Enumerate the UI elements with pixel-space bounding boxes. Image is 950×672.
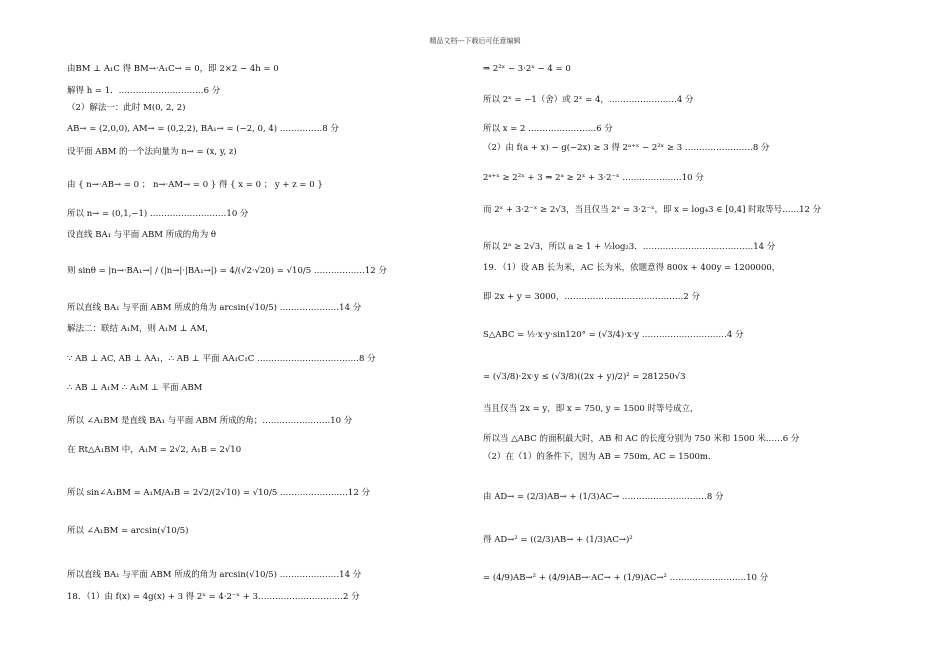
right-line-1: ⇒ 2²ˣ − 3·2ˣ − 4 = 0 [483, 64, 571, 74]
right-line-17: = (4/9)AB→² + (4/9)AB→·AC→ + (1/9)AC→² ………………………10 分 [483, 573, 769, 583]
right-line-2: 所以 2ˣ = −1（舍）或 2ˣ = 4，……………………4 分 [483, 95, 694, 105]
left-line-18: 所以直线 BA₁ 与平面 ABM 所成的角为 arcsin(√10/5) …………………14 分 [67, 570, 362, 580]
left-line-7: 所以 n→ = (0,1,−1) ………………………10 分 [67, 209, 249, 219]
left-line-17: 所以 ∠A₁BM = arcsin(√10/5) [67, 526, 189, 536]
right-line-12: 当且仅当 2x = y，即 x = 750, y = 1500 时等号成立， [483, 404, 699, 414]
right-line-11: = (√3/8)·2x·y ≤ (√3/8)((2x + y)/2)² = 281250√3 [483, 372, 686, 382]
left-line-3: （2）解法一：此时 M(0, 2, 2) [67, 103, 186, 113]
left-line-4: AB→ = (2,0,0), AM→ = (0,2,2), BA₁→ = (−2, 0, 4) ……………8 分 [67, 124, 339, 134]
right-line-6: 而 2ˣ + 3·2⁻ˣ ≥ 2√3，当且仅当 2ˣ = 3·2⁻ˣ，即 x = log₄3 ∈ [0,4] 时取等号……12 分 [483, 205, 822, 215]
left-line-10: 所以直线 BA₁ 与平面 ABM 所成的角为 arcsin(√10/5) …………………14 分 [67, 303, 362, 313]
right-line-13: 所以当 △ABC 的面积最大时，AB 和 AC 的长度分别为 750 米和 1500 米……6 分 [483, 434, 800, 444]
right-line-16: 得 AD→² = ((2/3)AB→ + (1/3)AC→)² [483, 535, 633, 545]
left-line-6: 由 { n→·AB→ = 0 ； n→·AM→ = 0 } 得 { x = 0 ； y + z = 0 } [67, 180, 323, 190]
left-line-13: ∴ AB ⊥ A₁M ∴ A₁M ⊥ 平面 ABM [67, 383, 203, 393]
left-line-8: 设直线 BA₁ 与平面 ABM 所成的角为 θ [67, 230, 217, 240]
right-line-10: S△ABC = ½·x·y·sin120° = (√3/4)·x·y …………………………4 分 [483, 330, 744, 340]
left-line-5: 设平面 ABM 的一个法向量为 n→ = (x, y, z) [67, 147, 237, 157]
left-line-2: 解得 h = 1．…………………………6 分 [67, 86, 221, 96]
left-line-19: 18．（1）由 f(x) = 4g(x) + 3 得 2ˣ = 4·2⁻ˣ + 3…………………………2 分 [67, 592, 360, 602]
right-line-5: 2ᵃ⁺ˣ ≥ 2²ˣ + 3 ⇒ 2ᵃ ≥ 2ˣ + 3·2⁻ˣ …………………10 分 [483, 173, 704, 183]
right-line-15: 由 AD→ = (2/3)AB→ + (1/3)AC→ …………………………8 分 [483, 492, 724, 502]
left-line-1: 由BM ⊥ A₁C 得 BM→·A₁C→ = 0，即 2×2 − 4h = 0 [67, 64, 279, 74]
right-line-14: （2）在（1）的条件下，因为 AB = 750m, AC = 1500m． [483, 452, 717, 462]
right-line-8: 19．（1）设 AB 长为米，AC 长为米，依题意得 800x + 400y = 1200000， [483, 263, 781, 273]
right-line-4: （2）由 f(a + x) − g(−2x) ≥ 3 得 2ᵃ⁺ˣ − 2²ˣ ≥ 3 ……………………8 分 [483, 143, 770, 153]
left-line-16: 所以 sin∠A₁BM = A₁M/A₁B = 2√2/(2√10) = √10/5 ……………………12 分 [67, 488, 370, 498]
right-line-7: 所以 2ᵃ ≥ 2√3，所以 a ≥ 1 + ½log₂3．…………………………………14 分 [483, 242, 776, 252]
right-line-9: 即 2x + y = 3000，……………………………………2 分 [483, 292, 700, 302]
page-header: 精品文档---下载后可任意编辑 [429, 37, 521, 45]
left-line-11: 解法二：联结 A₁M，则 A₁M ⊥ AM， [67, 324, 214, 334]
left-line-14: 所以 ∠A₁BM 是直线 BA₁ 与平面 ABM 所成的角；……………………10 分 [67, 416, 353, 426]
left-line-9: 则 sinθ = |n→·BA₁→| / (|n→|·|BA₁→|) = 4/(√2·√20) = √10/5 ………………12 分 [67, 266, 387, 276]
left-line-15: 在 Rt△A₁BM 中，A₁M = 2√2, A₁B = 2√10 [67, 445, 242, 455]
right-line-3: 所以 x = 2 ……………………6 分 [483, 124, 613, 134]
left-line-12: ∵ AB ⊥ AC, AB ⊥ AA₁，∴ AB ⊥ 平面 AA₁C₁C ………………………………8 分 [67, 354, 376, 364]
